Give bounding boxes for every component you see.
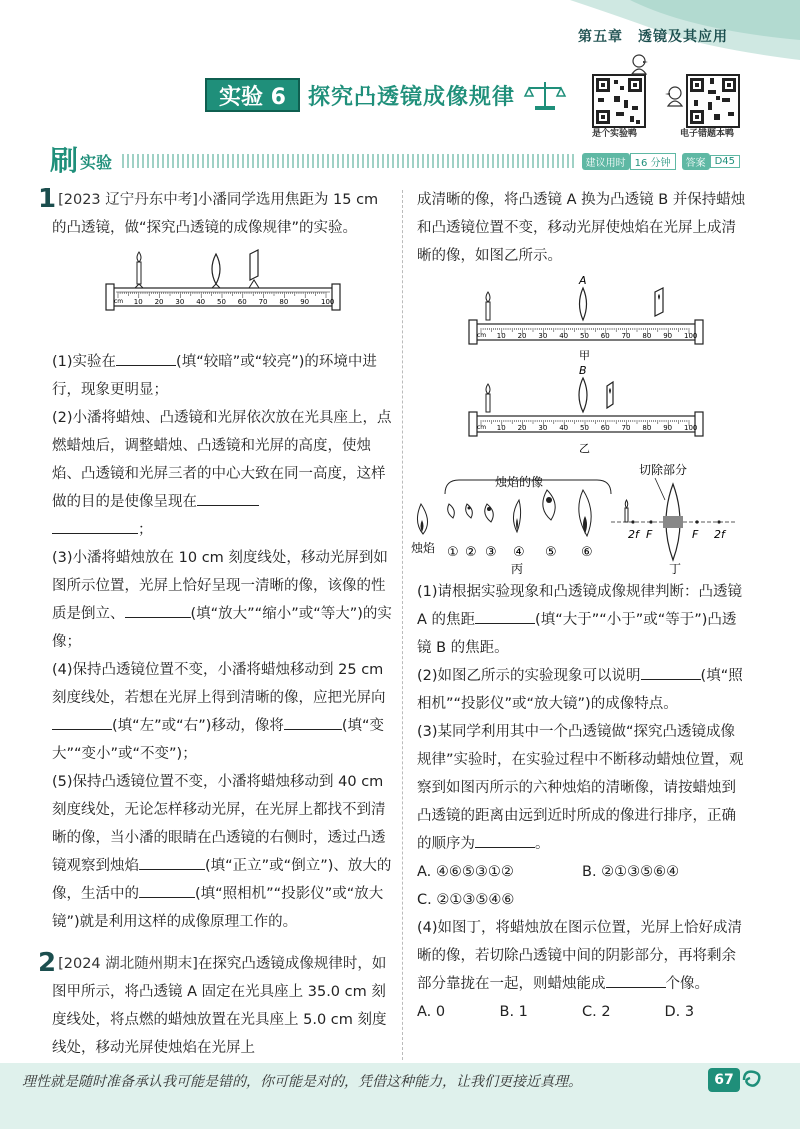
swirl-decoration-icon [740, 1066, 764, 1092]
section-mark: 刷 [50, 144, 79, 177]
option-c[interactable]: C. ②①③⑤④⑥ [417, 892, 515, 908]
option-a[interactable]: A. ④⑥⑤③①② [417, 864, 514, 880]
ruler-tick-label: 80 [642, 424, 652, 432]
q1-part-2: (2)小潘将蜡烛、凸透镜和光屏依次放在光具座上，点燃蜡烛后，调整蜡烛、凸透镜和光屏的高度，使烛焰、凸透镜和光屏三者的中心大致在同一高度，这样做的目的是使像呈现在 ； [52, 410, 392, 538]
ruler-tick-label: 70 [621, 332, 631, 340]
cut-part-label: 切除部分 [639, 463, 688, 477]
focal-point [695, 520, 698, 523]
flame-image-3 [485, 504, 494, 522]
flame-image-4 [513, 500, 520, 532]
ruler-tick-label: 30 [538, 424, 548, 432]
answer-blank[interactable] [125, 602, 191, 618]
ruler-tick-label: 90 [663, 424, 673, 432]
right-column [411, 186, 747, 1026]
question-1 [38, 184, 392, 936]
ruler-tick-label: 40 [559, 332, 569, 340]
unit-label: cm [477, 424, 487, 431]
question-stem-text: 小潘同学选用焦距为 15 cm 的凸透镜，做“探究凸透镜的成像规律”的实验。 [52, 192, 379, 236]
option-d[interactable]: D. 3 [664, 1004, 695, 1020]
flame-label: 烛焰 [411, 541, 436, 555]
ruler-tick-label: 80 [642, 332, 652, 340]
q1-part-1: (1)实验在 (填“较暗”或“较亮”)的环境中进行，现象更明显； [52, 348, 392, 404]
ruler-tick-label: 60 [600, 424, 610, 432]
flame-image-6 [579, 490, 591, 536]
q2-part-3: (3)某同学利用其中一个凸透镜做“探究凸透镜成像规律”实验时，在实验过程中不断移动蜡烛位置，观察到如图丙所示的六种烛焰的清晰像，请按蜡烛到凸透镜的距离由远到近时所成的像进行排序，正确的顺序为 。 [417, 724, 744, 852]
q2-part-3-options-row2 [417, 886, 747, 914]
time-value: 16 分钟 [630, 153, 676, 170]
qr-pattern-icon [594, 76, 644, 126]
figure-yi [467, 362, 707, 456]
ruler-tick-label: 20 [517, 424, 527, 432]
answer-blank[interactable] [606, 972, 666, 988]
q1-part-3: (3)小潘将蜡烛放在 10 cm 刻度线处，移动光屏到如图所示位置，光屏上恰好呈现一清晰的像，该像的性质是倒立、 (填“放大”“缩小”或“等大”)的实像； [52, 550, 392, 650]
question-stem-text: 在探究凸透镜成像规律时，如图甲所示，将凸透镜 A 固定在光具座上 35.0 cm 刻度线处，将点燃的蜡烛放置在光具座上 5.0 cm 刻度线处，移动光屏使烛焰在光屏上 [52, 956, 387, 1056]
focal-point-label: 2f [628, 528, 639, 541]
bench-ruler [106, 284, 340, 310]
figure-label: 乙 [579, 442, 590, 455]
flame-image-2 [466, 504, 473, 518]
section-name: 实验 [80, 152, 113, 172]
unit-label: cm [114, 298, 124, 305]
ruler-tick-label: 10 [133, 298, 143, 306]
focal-point [649, 520, 652, 523]
ruler-tick-label: 20 [517, 332, 527, 340]
ruler-tick-label: 70 [258, 298, 268, 306]
figure-jia [467, 274, 707, 362]
focal-point-label: 2f [714, 528, 725, 541]
question-number: 1 [38, 184, 57, 214]
ruler-tick-label: 40 [196, 298, 206, 306]
answer-blank[interactable] [284, 714, 342, 730]
qr-label-experiment: 是个实验鸭 [592, 129, 638, 139]
ruler-tick-label: 100 [321, 298, 335, 306]
column-divider [402, 190, 403, 1060]
section-bar [50, 144, 740, 177]
ruler-tick-label: 70 [621, 424, 631, 432]
question-number: 2 [38, 948, 57, 978]
q2-part-3-options-row1 [417, 858, 747, 886]
answer-blank[interactable] [52, 714, 112, 730]
experiment-heading: 探究凸透镜成像规律 [307, 84, 515, 110]
candle [135, 252, 143, 288]
figure-label: 丁 [669, 562, 682, 576]
question-stem [52, 950, 392, 1062]
flame-number: ② [465, 545, 477, 560]
question-2 [38, 948, 392, 1062]
chapter-title: 第五章 透镜及其应用 [578, 29, 728, 45]
figure-bing-ding [411, 460, 741, 578]
ruler-tick-label: 30 [175, 298, 185, 306]
optical-bench-figure [104, 248, 344, 348]
ruler-tick-label: 60 [237, 298, 247, 306]
page-number: 67 [708, 1068, 740, 1092]
focal-point [631, 520, 634, 523]
ruler-tick-label: 100 [684, 332, 698, 340]
ding-candle [625, 500, 628, 522]
ruler-tick-label: 80 [279, 298, 289, 306]
question-source: [2024 湖北随州期末] [58, 956, 198, 972]
ruler-tick-label: 10 [496, 332, 506, 340]
balance-scale-icon [523, 78, 567, 112]
flame-number: ⑥ [581, 545, 593, 560]
flame-number: ③ [485, 545, 497, 560]
unit-label: cm [477, 332, 487, 339]
convex-lens [212, 254, 220, 288]
q2-part-4-options [417, 998, 747, 1026]
option-b[interactable]: B. ②①③⑤⑥④ [582, 864, 680, 880]
answer-blank[interactable] [139, 854, 205, 870]
duck-mascot-icon [626, 52, 652, 78]
q2-part-2: (2)如图乙所示的实验现象可以说明 (填“照相机”“投影仪”或“放大镜”)的成像特点。 [417, 662, 747, 718]
q1-part-4: (4)保持凸透镜位置不变，小潘将蜡烛移动到 25 cm 刻度线处，若想在光屏上得到清晰的像，应把光屏向(填“左”或“右”)移动，像将 (填“变大”“变小”或“不变”)； [52, 662, 386, 762]
q1-part-5: (5)保持凸透镜位置不变，小潘将蜡烛移动到 40 cm 刻度线处，无论怎样移动光屏，在光屏上都找不到清晰的像，当小潘的眼睛在凸透镜的右侧时，透过凸透镜观察到烛焰 (填“正立”或“倒立”)、放大的像，生活中的 (填“照相机”“投影仪”或“放大镜”)就是利用这样的成像原理工作的。 [52, 774, 392, 930]
footer-motto: 理性就是随时准备承认我可能是错的，你可能是对的，凭借这种能力，让我们更接近真理。 [22, 1074, 582, 1090]
ruler-tick-label: 40 [559, 424, 569, 432]
flame-number: ④ [513, 545, 525, 560]
left-column [38, 184, 392, 1062]
images-label: 烛焰的像 [495, 475, 544, 489]
ruler-tick-label: 90 [300, 298, 310, 306]
q2-part-1: (1)请根据实验现象和凸透镜成像规律判断：凸透镜 A 的焦距 (填“大于”“小于”或“等于”)凸透镜 B 的焦距。 [417, 584, 743, 656]
flame-image-1 [448, 504, 455, 518]
qr-code-experiment[interactable] [592, 74, 646, 128]
light-screen [249, 250, 259, 288]
focal-point-label: F [692, 528, 699, 541]
lens-b-label: B [579, 364, 587, 377]
q2-part-4: (4)如图丁，将蜡烛放在图示位置，光屏上恰好成清晰的像，若切除凸透镜中间的阴影部分，再将剩余部分靠拢在一起，则蜡烛能成 个像。 [417, 920, 743, 992]
ruler-tick-label: 50 [217, 298, 226, 306]
option-b[interactable]: B. 1 [499, 1004, 528, 1020]
question-stem [52, 186, 392, 242]
ruler-tick-label: 100 [684, 424, 698, 432]
ruler-tick-label: 50 [580, 332, 589, 340]
answer-label: 答案 [682, 153, 710, 170]
answer-blank[interactable] [475, 832, 535, 848]
figure-label: 甲 [579, 349, 590, 362]
original-flame [411, 504, 435, 555]
time-label: 建议用时 [582, 153, 630, 170]
question-source: [2023 辽宁丹东中考] [58, 192, 198, 208]
qr-pattern-icon [688, 76, 738, 126]
ruler-tick-label: 10 [496, 424, 506, 432]
answer-blank[interactable] [197, 490, 259, 506]
answer-blank[interactable] [475, 608, 535, 624]
ruler-tick-label: 20 [154, 298, 164, 306]
q2-stem-continued: 成清晰的像，将凸透镜 A 换为凸透镜 B 并保持蜡烛和凸透镜位置不变，移动光屏使烛焰在光屏上成清晰的像，如图乙所示。 [417, 192, 746, 264]
ruler-tick-label: 60 [600, 332, 610, 340]
experiment-tag: 实验 6 [205, 78, 300, 112]
option-c[interactable]: C. 2 [582, 1004, 611, 1020]
answer-blank[interactable] [139, 882, 195, 898]
qr-label-wrongbook: 电子错题本鸭 [680, 129, 735, 139]
option-a[interactable]: A. 0 [417, 1004, 446, 1020]
flame-number: ⑤ [545, 545, 557, 560]
focal-point-label: F [646, 528, 653, 541]
ruler-tick-label: 30 [538, 332, 548, 340]
lens-a-label: A [579, 274, 587, 287]
answer-blank[interactable] [52, 518, 138, 534]
ruler-tick-label: 50 [580, 424, 589, 432]
flame-number: ① [447, 545, 459, 560]
focal-point [717, 520, 720, 523]
experiment-title [205, 78, 567, 112]
answer-blank[interactable] [116, 350, 176, 366]
figure-label: 丙 [511, 562, 524, 576]
answer-blank[interactable] [641, 664, 701, 680]
answer-page: D45 [710, 155, 740, 168]
ruler-tick-label: 90 [663, 332, 673, 340]
flame-image-5 [543, 490, 555, 520]
cut-lens [663, 484, 683, 560]
duck-mascot-icon [662, 84, 688, 110]
section-dotted-rule [122, 154, 576, 168]
qr-code-wrongbook[interactable] [686, 74, 740, 128]
